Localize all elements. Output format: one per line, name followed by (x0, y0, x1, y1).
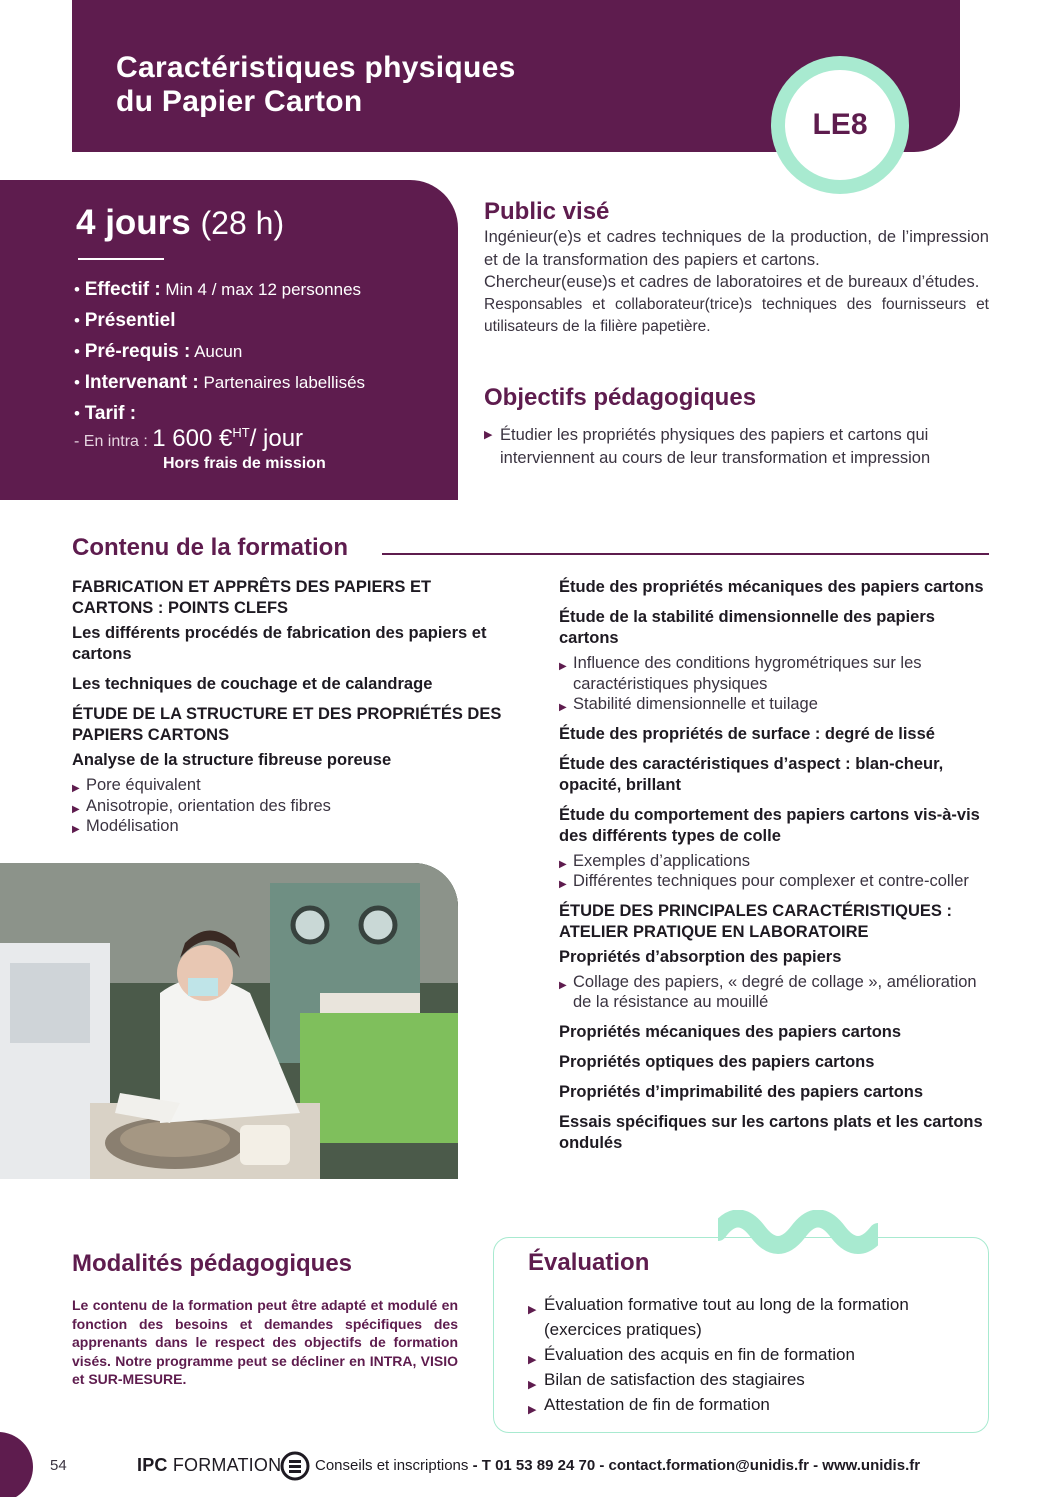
bullet-triangle-icon: ▶ (528, 1379, 537, 1391)
contact-icon (279, 1450, 311, 1482)
duration (76, 203, 284, 243)
list-item: ▶ Évaluation formative tout au long de la formation (exercices pratiques) (528, 1295, 909, 1339)
laboratory-photo (0, 863, 458, 1179)
bullet-triangle-icon: ▶ (72, 803, 80, 815)
page-tab (0, 1432, 33, 1497)
bullet-list (559, 851, 994, 892)
page-number: 54 (50, 1457, 67, 1474)
list-item: ▶ Collage des papiers, « degré de collage », amélioration de la résistance au mouillé (559, 972, 977, 1011)
bullet-triangle-icon: ▶ (484, 429, 493, 441)
bullet-triangle-icon: ▶ (559, 858, 567, 870)
duration-hours: (28 h) (200, 205, 285, 241)
content-heading: FABRICATION ET APPRÊTS DES PAPIERS ET CARTONS : POINTS CLEFS (72, 578, 432, 617)
info-item: • Pré-requis : Aucun (74, 341, 243, 362)
info-item: • Tarif : (74, 403, 137, 424)
bullet-triangle-icon: ▶ (559, 979, 567, 991)
list-item: ▶ Pore équivalent (72, 775, 507, 796)
contenu-right-column (559, 577, 994, 1163)
duration-days: 4 jours (76, 203, 191, 242)
info-list (74, 277, 454, 432)
content-heading: Étude du comportement des papiers cartons vis-à-vis des différents types de colle (559, 805, 980, 845)
course-code-badge: LE8 (785, 70, 895, 180)
bullet-triangle-icon: ▶ (528, 1404, 537, 1416)
list-item: ▶ Stabilité dimensionnelle et tuilage (559, 694, 994, 715)
info-item: • Présentiel (74, 310, 176, 331)
list-item: ▶ Bilan de satisfaction des stagiaires (528, 1367, 968, 1392)
duration-divider (78, 258, 164, 260)
public-title: Public visé (484, 198, 610, 225)
content-heading: Propriétés d’imprimabilité des papiers cartons (559, 1082, 924, 1101)
modalites-text: Le contenu de la formation peut être adapté et modulé en fonction des besoins et demandes spécifiques des apprenants dans le respect des objectifs de formation visés. Notre programme peut se décliner en INTRA, VISIO et SUR-MESURE. (72, 1297, 458, 1387)
bullet-triangle-icon: ▶ (72, 824, 80, 835)
objectives-title: Objectifs pédagogiques (484, 384, 757, 411)
list-item: ▶ Différentes techniques pour complexer et contre-coller (559, 871, 994, 892)
evaluation-list (528, 1292, 968, 1417)
footer-brand: IPC FORMATION (137, 1455, 282, 1475)
content-heading: Étude des caractéristiques d’aspect : blan-cheur, opacité, brillant (559, 754, 944, 794)
info-item: • Intervenant : Partenaires labellisés (74, 372, 366, 393)
list-item: ▶ Exemples d’applications (559, 851, 994, 872)
bullet-triangle-icon: ▶ (559, 661, 567, 672)
content-heading: Propriétés optiques des papiers cartons (559, 1052, 875, 1071)
list-item: ▶ Évaluation des acquis en fin de formation (528, 1342, 968, 1367)
modalites-title: Modalités pédagogiques (72, 1250, 353, 1277)
content-heading: Propriétés d’absorption des papiers (559, 947, 842, 966)
content-heading: Propriétés mécaniques des papiers cartons (559, 1022, 902, 1041)
content-heading: Essais spécifiques sur les cartons plats et les cartons ondulés (559, 1112, 983, 1152)
content-heading: Étude de la stabilité dimensionnelle des papiers cartons (559, 608, 935, 647)
price-value: 1 600 €$^{HT}$/ jour (152, 425, 304, 452)
content-heading: Les différents procédés de fabrication des papiers et cartons (72, 624, 487, 663)
list-item: ▶ Modélisation (72, 816, 507, 837)
contenu-left-column (72, 577, 507, 846)
content-heading: Étude des propriétés de surface : degré de lissé (559, 724, 935, 743)
laboratory-illustration (0, 863, 458, 1179)
contenu-divider (382, 553, 989, 555)
page-title (116, 51, 716, 119)
content-heading: Étude des propriétés mécaniques des papiers cartons (559, 578, 984, 596)
bullet-list (72, 775, 507, 837)
title-line-2: du Papier Carton (116, 85, 363, 118)
objectives-text: ▶ Étudier les propriétés physiques des papiers et cartons qui interviennent au cours de leur transformation et impression (484, 426, 931, 467)
bullet-list (559, 972, 994, 1013)
content-heading: Analyse de la structure fibreuse poreuse (72, 751, 392, 769)
evaluation-title: Évaluation (528, 1249, 650, 1276)
list-item: ▶ Anisotropie, orientation des fibres (72, 796, 507, 817)
contenu-title: Contenu de la formation (72, 534, 348, 561)
bullet-list (559, 653, 994, 715)
bullet-triangle-icon: ▶ (528, 1354, 537, 1366)
bullet-triangle-icon: ▶ (559, 702, 567, 713)
intra-price (74, 425, 303, 453)
intra-label: - En intra : (74, 433, 148, 450)
info-item: • Effectif : Min 4 / max 12 personnes (74, 279, 362, 300)
public-text: Ingénieur(e)s et cadres techniques de la production, de l’impression et de la transformation des papiers et cartons. Chercheur(euse)s et cadres de laboratoires et de bureaux d’études. Responsables et collaborateur(trice)s techniques des fournisseurs et utilisateurs de la filière papetière. (484, 228, 989, 335)
list-item: ▶ Influence des conditions hygrométriques sur les caractéristiques physiques (559, 654, 922, 693)
content-heading: ÉTUDE DE LA STRUCTURE ET DES PROPRIÉTÉS DES PAPIERS CARTONS (72, 705, 502, 744)
list-item: ▶ Attestation de fin de formation (528, 1392, 968, 1417)
content-heading: Les techniques de couchage et de calandrage (72, 675, 433, 693)
bullet-triangle-icon: ▶ (72, 783, 80, 794)
mission-note: Hors frais de mission (163, 455, 326, 472)
bullet-triangle-icon: ▶ (559, 879, 567, 890)
title-line-1: Caractéristiques physiques (116, 51, 516, 84)
footer-contact: Conseils et inscriptions - T 01 53 89 24 70 - contact.formation@unidis.fr - www.unidis.fr (315, 1457, 921, 1474)
bullet-triangle-icon: ▶ (528, 1304, 537, 1316)
content-heading: ÉTUDE DES PRINCIPALES CARACTÉRISTIQUES : ATELIER PRATIQUE EN LABORATOIRE (559, 901, 952, 941)
